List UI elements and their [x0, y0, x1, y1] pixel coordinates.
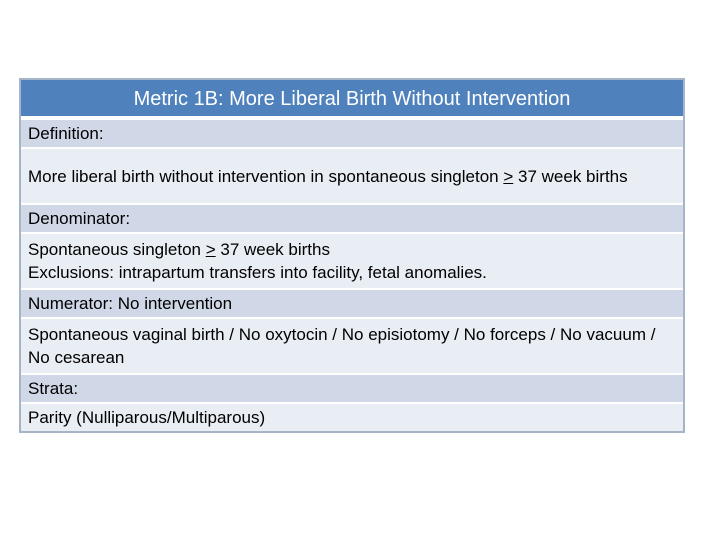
definition-label-row — [21, 118, 683, 147]
numerator-text: Spontaneous vaginal birth / No oxytocin / No episiotomy / No forceps / No vacuum / No cesarean — [28, 325, 656, 367]
denominator-label: Denominator: — [28, 209, 131, 228]
metric-table — [19, 78, 685, 433]
strata-text: Parity (Nulliparous/Multiparous) — [28, 408, 266, 427]
definition-text-start: More liberal birth without intervention in spontaneous singleton — [28, 166, 504, 186]
strata-text-row — [21, 402, 683, 431]
table-title: Metric 1B: More Liberal Birth Without Intervention — [21, 80, 683, 118]
definition-text-end: 37 week births — [513, 166, 628, 186]
denominator-text-end: 37 week births — [215, 240, 330, 259]
definition-text — [28, 165, 628, 188]
definition-label: Definition: — [28, 124, 104, 143]
denominator-label-row — [21, 203, 683, 232]
exclusions-line: Exclusions: intrapartum transfers into facility, fetal anomalies. — [28, 263, 487, 282]
gte-symbol: > — [205, 240, 216, 259]
numerator-text-row — [21, 317, 683, 373]
denominator-text-row — [21, 232, 683, 288]
denominator-line — [28, 238, 487, 261]
strata-label: Strata: — [28, 379, 79, 398]
numerator-label-row — [21, 288, 683, 317]
denominator-text-start: Spontaneous singleton — [28, 240, 206, 259]
gte-symbol: > — [503, 166, 514, 186]
denominator-text — [28, 238, 487, 284]
strata-label-row — [21, 373, 683, 402]
numerator-label: Numerator: No intervention — [28, 294, 233, 313]
definition-text-row — [21, 147, 683, 203]
